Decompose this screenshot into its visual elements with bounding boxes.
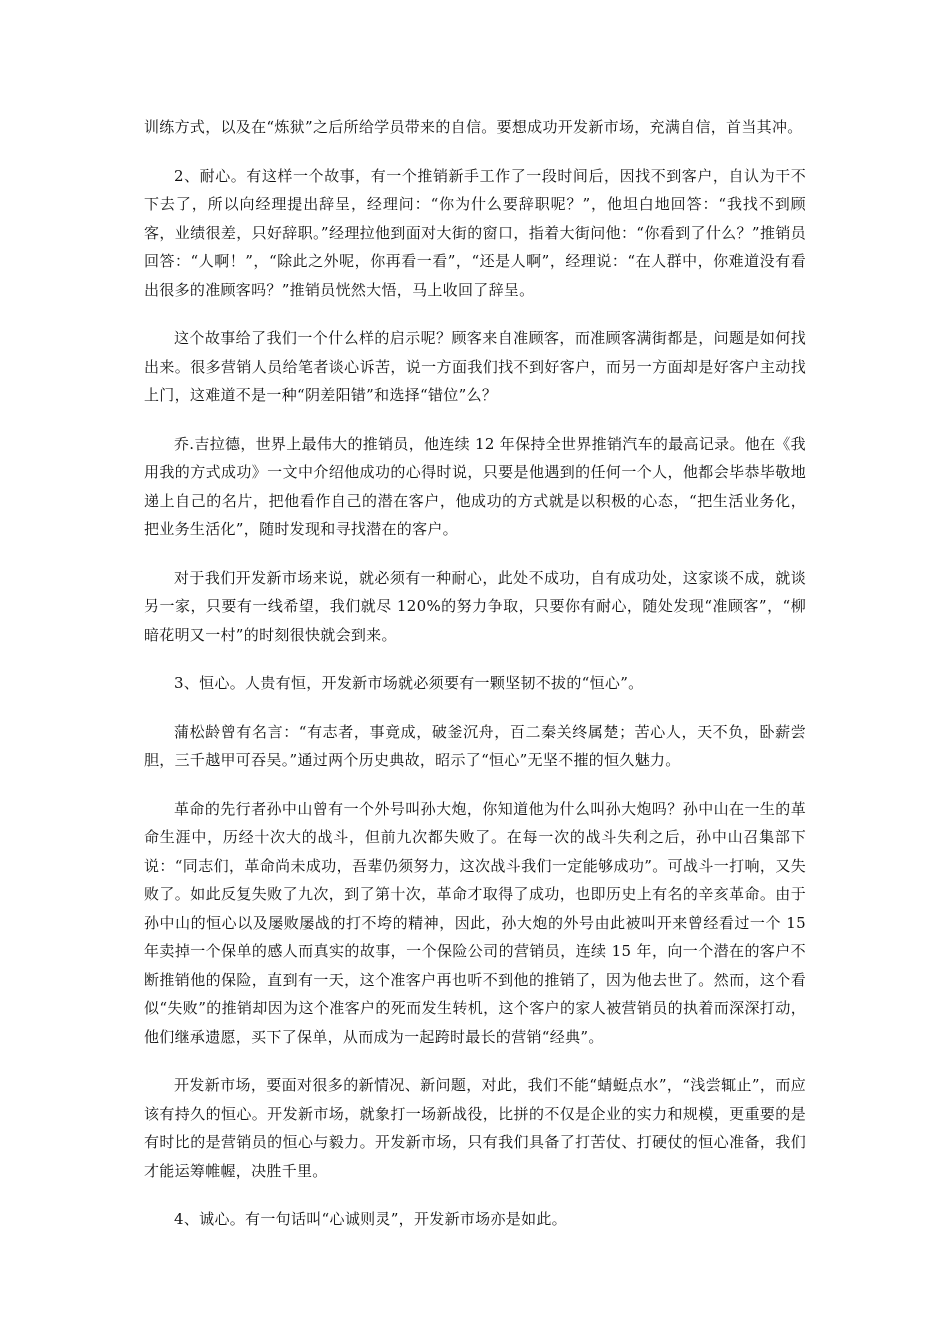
paragraph-patience-summary: 对于我们开发新市场来说，就必须有一种耐心，此处不成功，自有成功处，这家谈不成，就谈另一家，只要有一线希望，我们就尽 120%的努力争取，只要你有耐心，随处发现“准顾客”，“柳暗花明又一村”的时刻很快就会到来。: [144, 568, 806, 644]
document-body: [144, 113, 806, 1254]
paragraph-story-lesson: 这个故事给了我们一个什么样的启示呢？顾客来自准顾客，而准顾客满街都是，问题是如何找出来。很多营销人员给笔者谈心诉苦，说一方面我们找不到好客户，而另一方面却是好客户主动找上门，这难道不是一种“阴差阳错”和选择“错位”么？: [144, 329, 806, 404]
paragraph-perseverance-heading: 3、恒心。人贵有恒，开发新市场就必须要有一颗坚韧不拔的“恒心”。: [174, 674, 644, 692]
paragraph-sun-yatsen: 革命的先行者孙中山曾有一个外号叫孙大炮，你知道他为什么叫孙大炮吗？孙中山在一生的革命生涯中，历经十次大的战斗，但前九次都失败了。在每一次的战斗失利之后，孙中山召集部下说：“同志们，革命尚未成功，吾辈仍须努力，这次战斗我们一定能够成功”。可战斗一打响，又失败了。如此反复失败了九次，到了第十次，革命才取得了成功，也即历史上有名的辛亥革命。由于孙中山的恒心以及屡败屡战的打不垮的精神，因此，孙大炮的外号由此被叫开来曾经看过一个 15 年卖掉一个保单的感人而真实的故事，一个保险公司的营销员，连续 15 年，向一个潜在的客户不断推销他的保险，直到有一天，这个准客户再也听不到他的推销了，因为他去世了。然而，这个看似“失败”的推销却因为这个准客户的死而发生转机，这个客户的家人被营销员的执着而深深打动，他们继承遗愿，买下了保单，从而成为一起跨时最长的营销“经典”。: [144, 799, 806, 1046]
paragraph-confidence-end: 训练方式，以及在“炼狱”之后所给学员带来的自信。要想成功开发新市场，充满自信，首当其冲。: [144, 118, 803, 136]
paragraph-perseverance-summary: 开发新市场，要面对很多的新情况、新问题，对此，我们不能“蜻蜓点水”，“浅尝辄止”，而应该有持久的恒心。开发新市场，就象打一场新战役，比拼的不仅是企业的实力和规模，更重要的是有时比的是营销员的恒心与毅力。开发新市场，只有我们具备了打苦仗、打硬仗的恒心准备，我们才能运筹帷幄，决胜千里。: [144, 1076, 806, 1180]
paragraph-pu-songling: 蒲松龄曾有名言：“有志者，事竟成，破釜沉舟，百二秦关终属楚；苦心人，天不负，卧薪尝胆，三千越甲可吞吴。”通过两个历史典故，昭示了“恒心”无坚不摧的恒久魅力。: [144, 722, 806, 769]
paragraph-patience-heading: 2、耐心。有这样一个故事，有一个推销新手工作了一段时间后，因找不到客户，自认为干不下去了，所以向经理提出辞呈，经理问：“你为什么要辞职呢？”，他坦白地回答：“我找不到顾客，业绩很差，只好辞职。”经理拉他到面对大街的窗口，指着大街问他：“你看到了什么？”推销员回答：“人啊！”，“除此之外呢，你再看一看”，“还是人啊”，经理说：“在人群中，你难道没有看出很多的准顾客吗？”推销员恍然大悟，马上收回了辞呈。: [144, 166, 806, 299]
paragraph-joe-girard: 乔.吉拉德，世界上最伟大的推销员，他连续 12 年保持全世界推销汽车的最高记录。他在《我用我的方式成功》一文中介绍他成功的心得时说，只要是他遇到的任何一个人，他都会毕恭毕敬地递上自己的名片，把他看作自己的潜在客户，他成功的方式就是以积极的心态，“把生活业务化，把业务生活化”，随时发现和寻找潜在的客户。: [144, 434, 806, 538]
paragraph-sincerity-heading: 4、诚心。有一句话叫“心诚则灵”，开发新市场亦是如此。: [174, 1210, 567, 1228]
